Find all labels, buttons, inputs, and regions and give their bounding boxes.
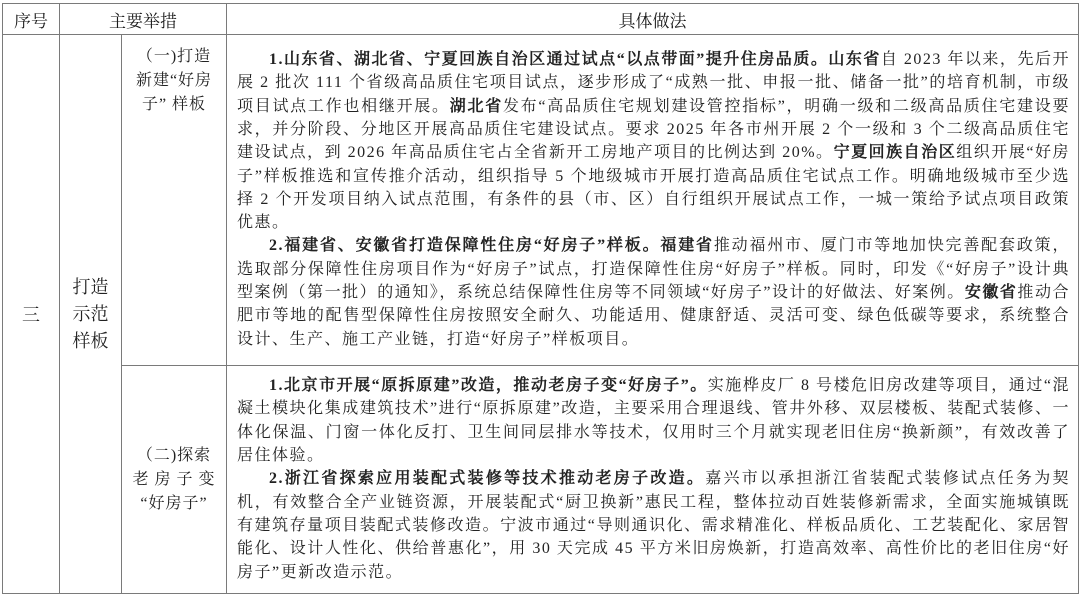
detail-cell-1 (227, 35, 1079, 366)
sub-line: 新建“好房 (135, 72, 213, 89)
detail-cell-2 (227, 366, 1079, 594)
para-heading: 1.北京市开展“原拆原建”改造，推动老房子变“好房子”。 (269, 377, 708, 395)
para-text: 发布“高品质住宅规划建设管控指标”，明确一级和二级高品质住宅建设要求，并分阶段、分地区开展高品质住宅建设试点。要求 2025 年各市州开展 2 个一级和 3 个二级高品质住宅建设试点，到 2026 年高品质住宅占全省新开工房地产项目的比例达到 20%。 (237, 97, 1070, 162)
detail-paragraph (237, 234, 1070, 350)
para-text: 自 2023 年以来，先后开展 2 批次 111 个省级高品质住宅项目试点，逐步形成了“成熟一批、申报一批、储备一批”的培育机制，市级项目试点工作也相继开展。 (237, 51, 1070, 115)
province-name: 宁夏回族自治区 (833, 144, 957, 162)
para-text: 实施桦皮厂 8 号楼危旧房改建等项目，通过“混凝土模块化集成建筑技术”进行“原拆原建”改造，主要采用合理退线、管井外移、双层楼板、装配式装修、一体化保温、门窗一体化反打、卫生间同层排水等技术，仅用时三个月就实现老旧住房“换新颜”，有效改善了居住体验。 (237, 377, 1070, 465)
sub-measure-1 (122, 35, 227, 366)
detail-paragraph (237, 48, 1070, 234)
measures-table (2, 3, 1079, 594)
para-text: 组织开展“好房子”样板推选和宣传推介活动，组织指导 5 个地级城市开展打造高品质住宅试点工作。明确地级城市至少选择 2 个开发项目纳入试点范围，有条件的县（市、区）自行组织开展试点工作，一城一策给予试点项目政策优惠。 (237, 144, 1070, 232)
province-name: 山东省 (828, 51, 881, 69)
detail-paragraph (237, 374, 1070, 467)
header-seq: 序号 (3, 4, 60, 35)
province-name: 湖北省 (449, 97, 503, 115)
header-detail: 具体做法 (227, 4, 1079, 35)
para-heading: 2.浙江省探索应用装配式装修等技术推动老房子改造。 (269, 470, 706, 488)
detail-paragraph (237, 467, 1070, 583)
table-row (3, 35, 1079, 366)
header-measure: 主要举措 (60, 4, 227, 35)
province-name: 安徽省 (964, 284, 1018, 302)
para-text: 推动合肥市等地的配售型保障性住房按照安全耐久、功能适用、健康舒适、灵活可变、绿色低碳等要求，系统整合设计、生产、施工产业链，打造“好房子”样板项目。 (237, 284, 1070, 348)
sub-line: 老 房 子 变 (132, 470, 216, 488)
para-text: 推动福州市、厦门市等地加快完善配套政策，选取部分保障性住房项目作为“好房子”试点，打造保障性住房“好房子”样板。同时，印发《“好房子”设计典型案例（第一批）的通知》，系统总结保障性住房等不同领域“好房子”设计的好做法、好案例。 (237, 237, 1070, 302)
seq-cell: 三 (3, 35, 60, 594)
province-name: 福建省 (660, 237, 714, 255)
measure-cell (60, 35, 122, 594)
para-heading: 1.山东省、湖北省、宁夏回族自治区通过试点“以点带面”提升住房品质。 (269, 51, 829, 69)
sub-line: “好房子” (140, 494, 208, 512)
sub-line: 子” 样板 (141, 96, 207, 113)
table-header-row (3, 4, 1079, 35)
table-row (3, 366, 1079, 594)
measure-line: 打造 (72, 276, 109, 298)
sub-line: （二)探索 (136, 446, 212, 464)
sub-measure-2 (122, 366, 227, 594)
measure-line: 样板 (72, 330, 109, 352)
para-heading: 2.福建省、安徽省打造保障性住房“好房子”样板。 (269, 237, 661, 255)
sub-line: （一)打造 (136, 48, 212, 65)
measure-line: 示范 (72, 303, 109, 325)
para-text: 嘉兴市以承担浙江省装配式装修试点任务为契机，有效整合全产业链资源，开展装配式“厨卫换新”惠民工程，整体拉动百姓装修新需求，全面实施城镇既有建筑存量项目装配式装修改造。宁波市通过“导则通识化、需求精准化、样板品质化、工艺装配化、家居智能化、设计人性化、供给普惠化”，用 30 天完成 45 平方米旧房焕新，打造高效率、高性价比的老旧住房“好房子”更新改造示范。 (237, 470, 1070, 581)
